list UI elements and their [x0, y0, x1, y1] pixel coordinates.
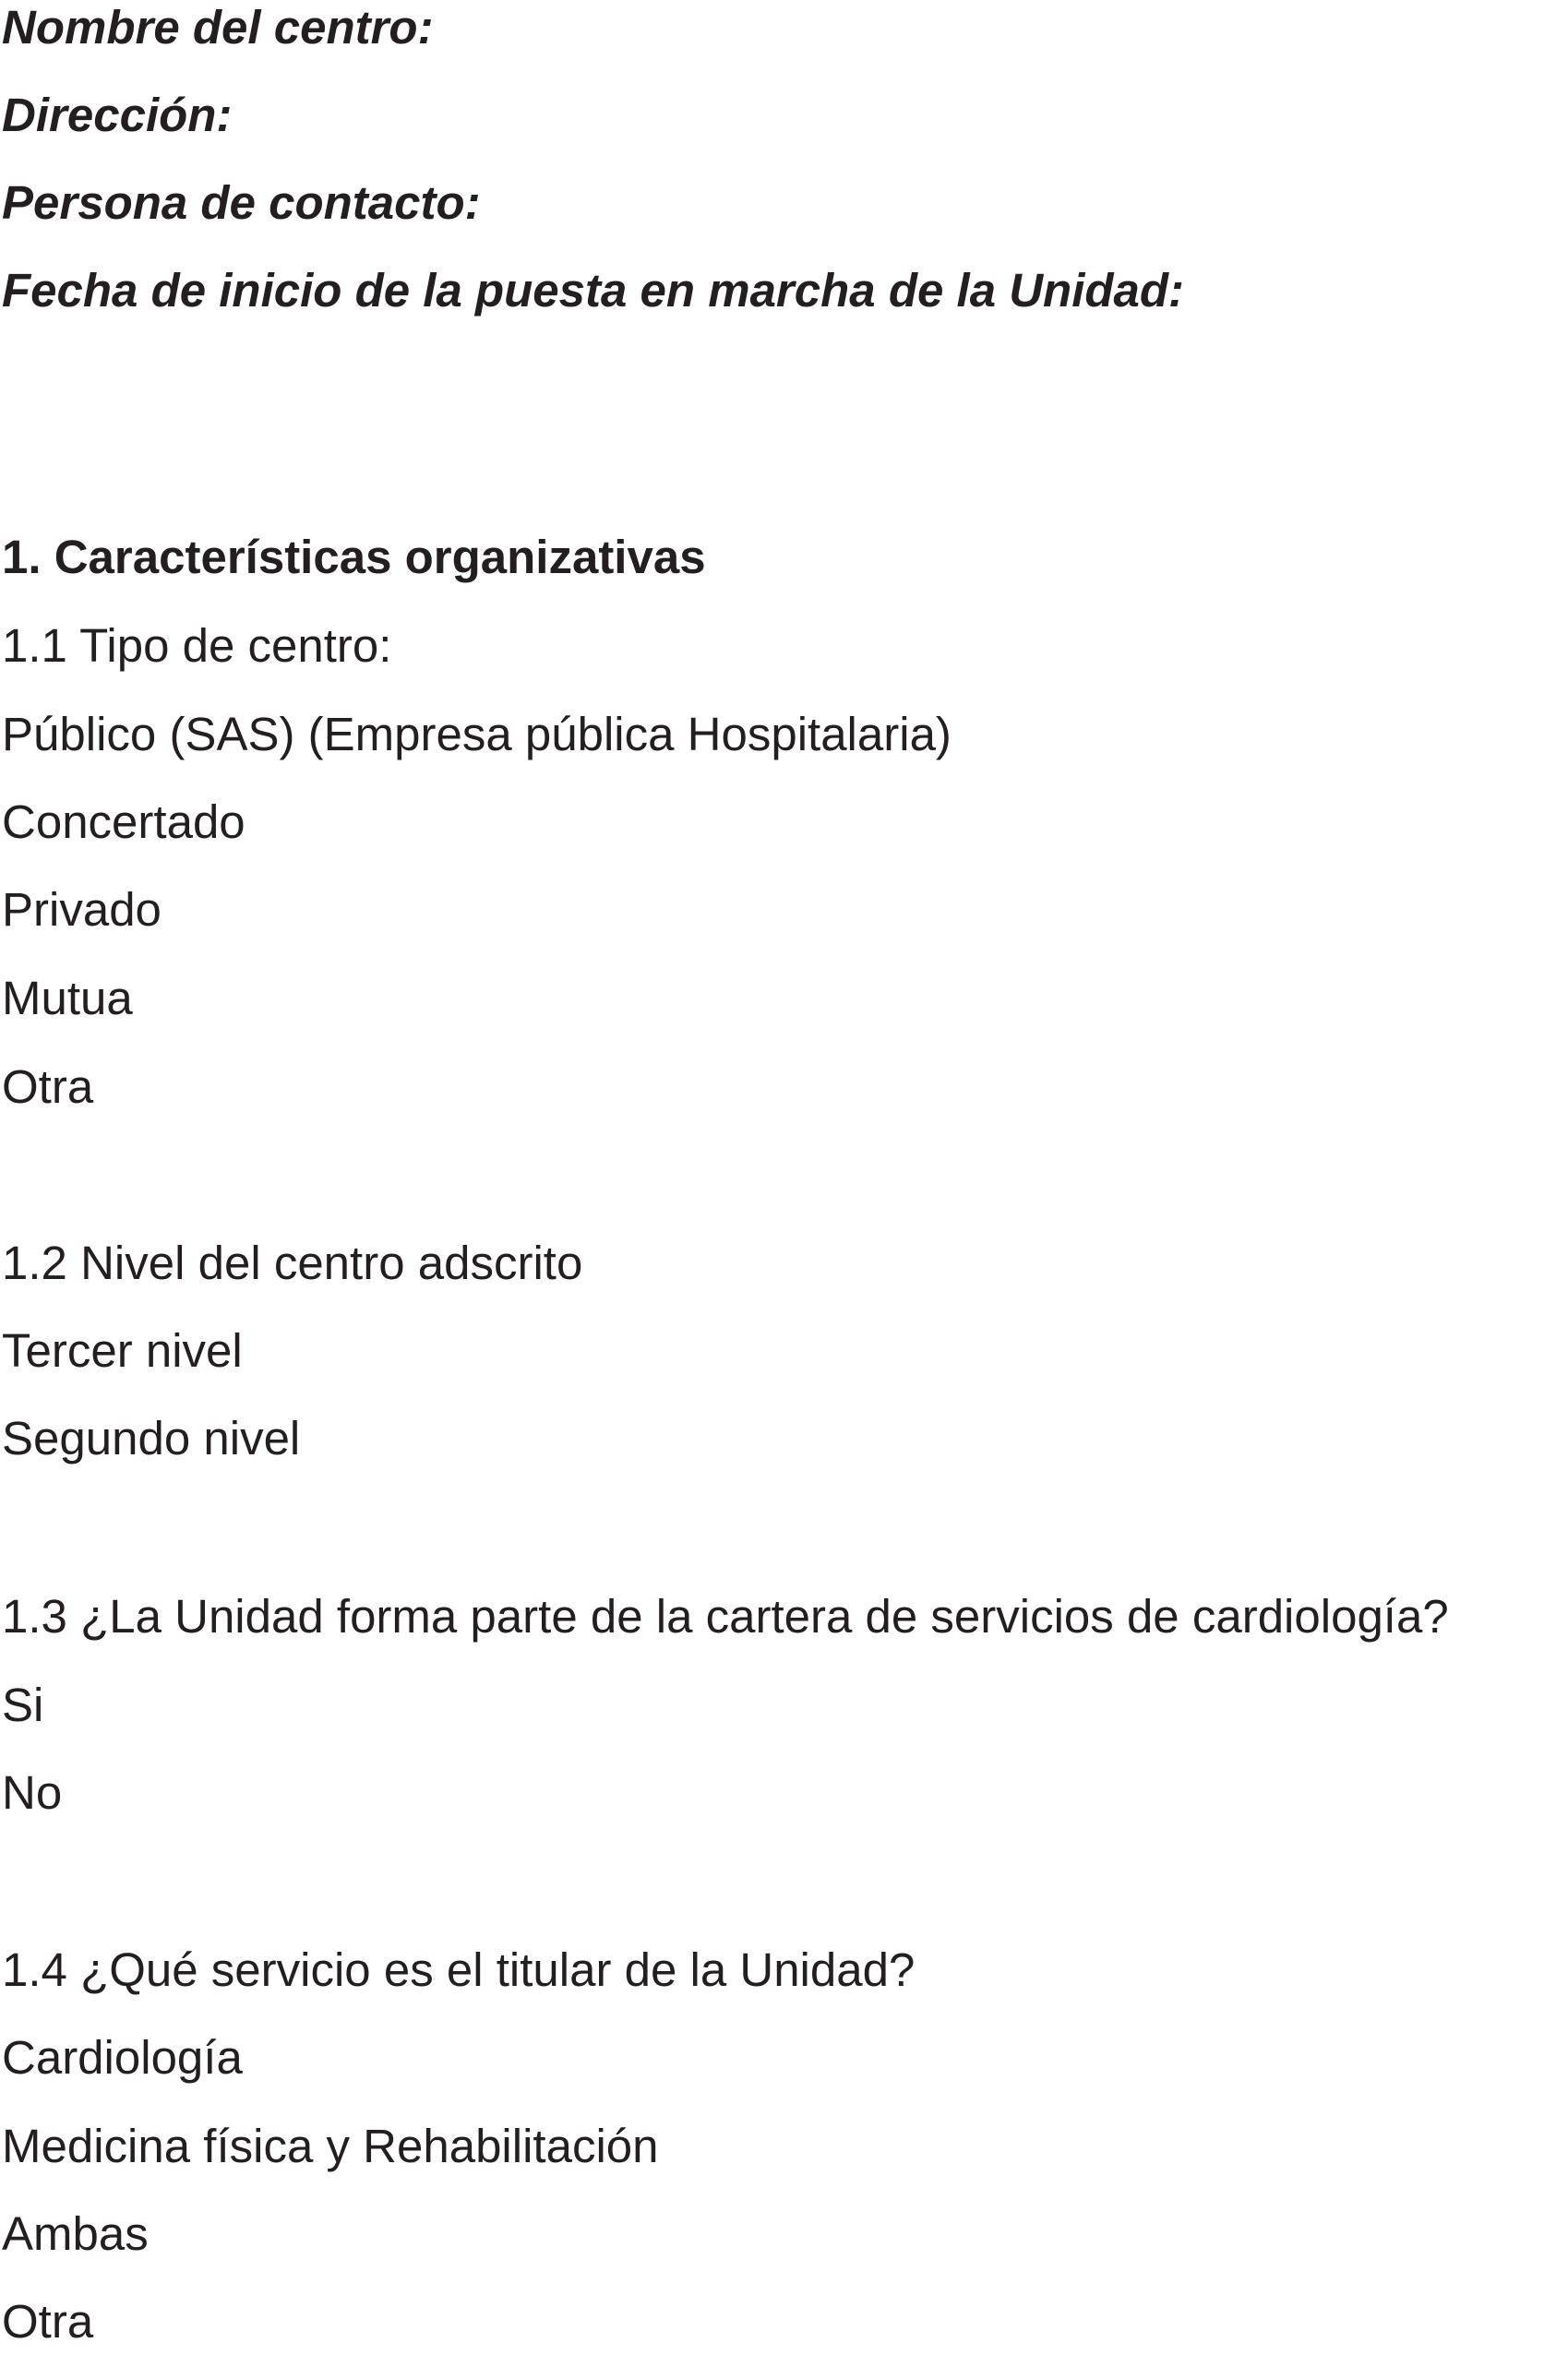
option-mutua: Mutua — [2, 972, 133, 1024]
option-segundo-nivel: Segundo nivel — [2, 1412, 301, 1464]
question-1-3: 1.3 ¿La Unidad forma parte de la cartera de servicios de cardiología? — [2, 1590, 1449, 1643]
contact-person-label: Persona de contacto: — [2, 176, 481, 229]
option-otra-servicio: Otra — [2, 2295, 94, 2348]
question-1-2: 1.2 Nivel del centro adscrito — [2, 1237, 583, 1289]
option-medicina-fisica: Medicina física y Rehabilitación — [2, 2120, 659, 2172]
option-tercer-nivel: Tercer nivel — [2, 1324, 243, 1377]
option-publico: Público (SAS) (Empresa pública Hospitalaria) — [2, 708, 952, 760]
question-1-4: 1.4 ¿Qué servicio es el titular de la Unidad? — [2, 1943, 916, 1996]
centre-name-label: Nombre del centro: — [2, 1, 434, 54]
option-cardiologia: Cardiología — [2, 2031, 243, 2084]
question-1-1: 1.1 Tipo de centro: — [2, 619, 392, 672]
option-concertado: Concertado — [2, 795, 245, 848]
address-label: Dirección: — [2, 89, 233, 141]
section-title: 1. Características organizativas — [2, 531, 706, 583]
option-otra: Otra — [2, 1060, 94, 1113]
option-privado: Privado — [2, 883, 162, 936]
option-ambas: Ambas — [2, 2207, 149, 2260]
start-date-label: Fecha de inicio de la puesta en marcha de la Unidad: — [2, 264, 1185, 317]
option-si: Si — [2, 1679, 44, 1731]
option-no: No — [2, 1766, 63, 1819]
